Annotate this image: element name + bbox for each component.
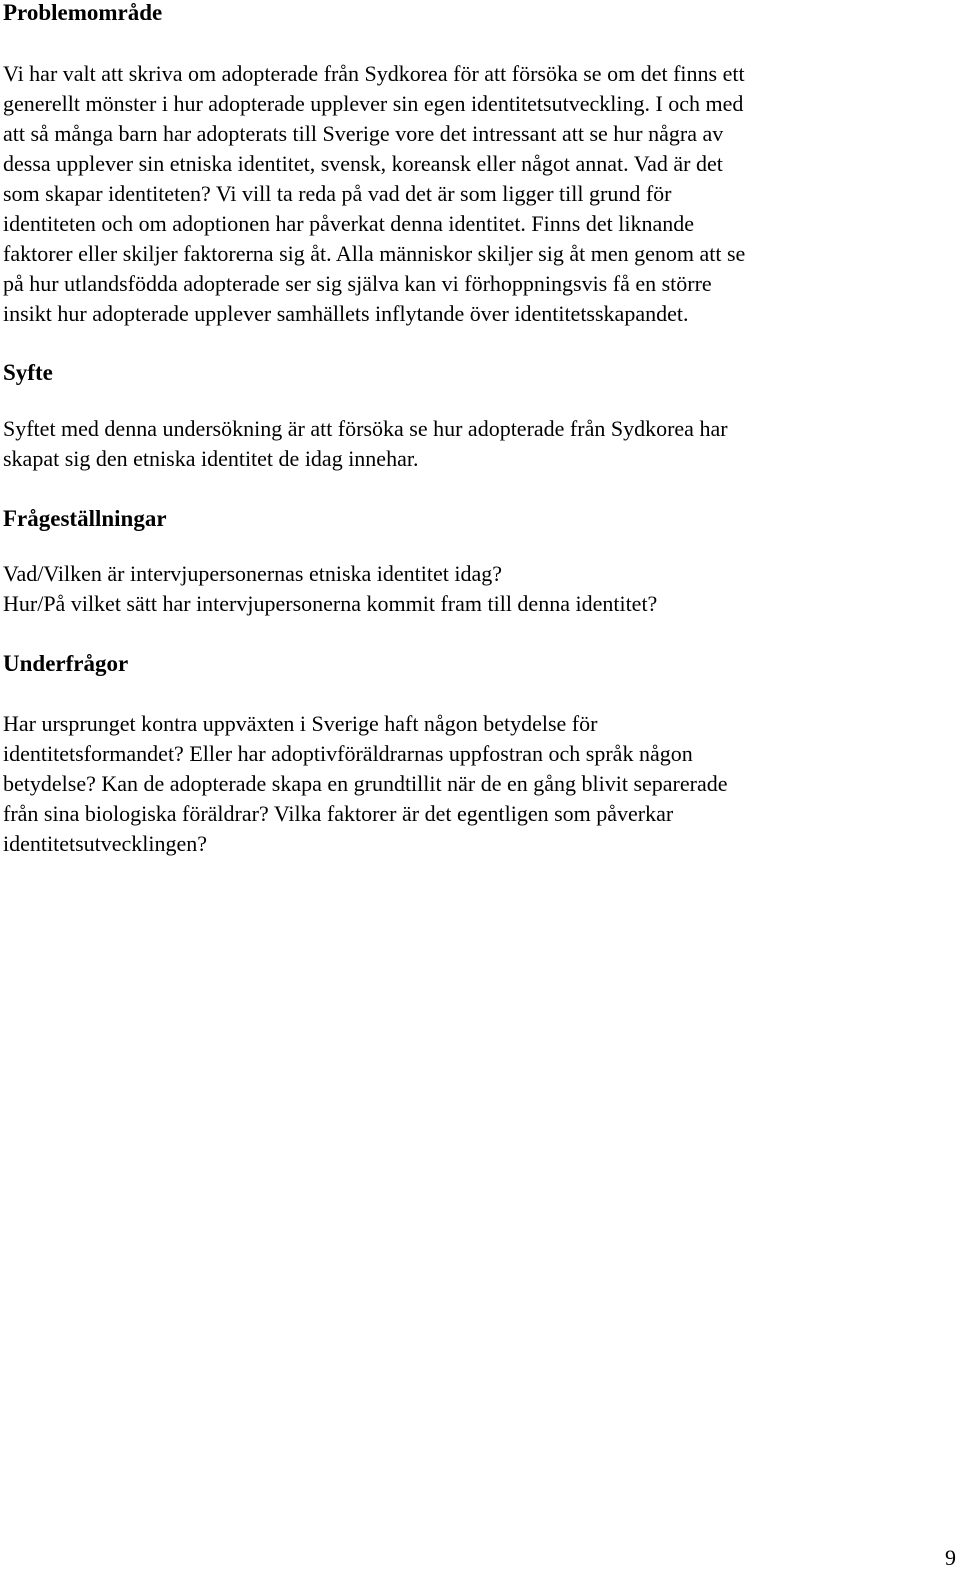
- heading-syfte: Syfte: [3, 360, 53, 385]
- paragraph-fragestallningar: Vad/Vilken är intervjupersonernas etniska identitet idag? Hur/På vilket sätt har intervjupersonerna kommit fram till denna identitet?: [3, 561, 658, 616]
- paragraph-problemomrade: Vi har valt att skriva om adopterade från Sydkorea för att försöka se om det finns ett generellt mönster i hur adopterade upplever sin egen identitetsutveckling. I och med att så många barn har adopterats till Sverige vore det intressant att se hur några av dessa upplever sin etniska identitet, svensk, koreansk eller något annat. Vad är det som skapar identiteten? Vi vill ta reda på vad det är som ligger till grund för identiteten och om adoptionen har påverkat denna identitet. Finns det liknande faktorer eller skiljer faktorerna sig åt. Alla människor skiljer sig åt men genom att se på hur utlandsfödda adopterade ser sig själva kan vi förhoppningsvis få en större insikt hur adopterade upplever samhällets inflytande över identitetsskapandet.: [3, 61, 746, 326]
- heading-problemomrade: Problemområde: [3, 0, 163, 25]
- paragraph-underfragor: Har ursprunget kontra uppväxten i Sverige haft någon betydelse för identitetsformandet? Eller har adoptivföräldrarnas uppfostran och språk någon betydelse? Kan de adopterade skapa en grundtillit när de en gång blivit separerade från sina biologiska föräldrar? Vilka faktorer är det egentligen som påverkar identitetsutvecklingen?: [3, 711, 728, 856]
- heading-underfragor: Underfrågor: [3, 651, 129, 676]
- heading-fragestallningar: Frågeställningar: [3, 506, 167, 531]
- paragraph-syfte: Syftet med denna undersökning är att försöka se hur adopterade från Sydkorea har skapat sig den etniska identitet de idag innehar.: [3, 416, 728, 471]
- page-number: 9: [945, 1545, 956, 1570]
